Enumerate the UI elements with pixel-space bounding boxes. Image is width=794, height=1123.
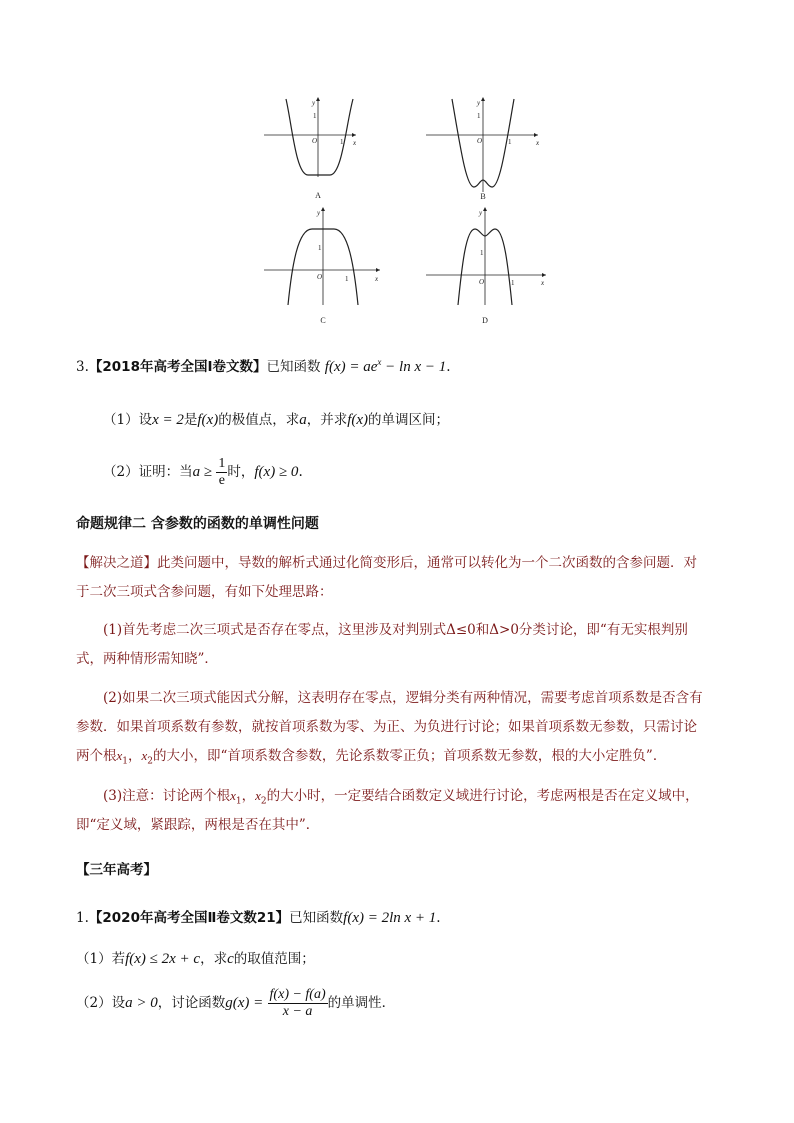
x-axis-arrow xyxy=(376,268,380,272)
graph-b xyxy=(420,95,545,205)
point3-line-2: 即“定义域，紧跟踪，两根是否在其中”． xyxy=(76,817,320,833)
q3-part1: （1）设x = 2是f(x)的极值点，求a，并求f(x)的单调区间； xyxy=(103,412,450,428)
point2-line-2: 参数．如果首项系数有参数，就按首项系数为零、为正、为负进行讨论；如果首项系数无参数，只需讨论 xyxy=(76,719,697,735)
graph-d xyxy=(420,205,550,327)
point1-line-2: 式，两种情形需知晓”． xyxy=(76,651,218,667)
y-label: y xyxy=(317,209,321,217)
graph-caption: D xyxy=(482,316,488,325)
x-label: x xyxy=(541,279,545,287)
rule-title: 命题规律二 含参数的函数的单调性问题 xyxy=(76,516,319,532)
method-line-2: 于二次三项式含参问题，有如下处理思路： xyxy=(76,584,333,600)
graph-a-svg xyxy=(258,95,358,205)
graph-caption: C xyxy=(320,316,326,325)
origin-label: O xyxy=(312,137,318,145)
point1-line-1: (1)首先考虑二次三项式是否存在零点，这里涉及对判别式Δ≤0和Δ>0分类讨论，即“有无实根判别 xyxy=(103,622,688,638)
x-one-label: 1 xyxy=(511,279,515,287)
x-label: x xyxy=(353,139,357,147)
graph-c-svg xyxy=(258,205,383,327)
x-label: x xyxy=(375,275,379,283)
graph-caption: A xyxy=(315,191,321,200)
x-axis-arrow xyxy=(534,133,538,137)
graph-caption: B xyxy=(480,192,486,201)
x-label: x xyxy=(536,139,540,147)
y-axis-arrow xyxy=(316,97,320,101)
y-axis-arrow xyxy=(481,97,485,101)
q1-stem: 1.【2020年高考全国Ⅱ卷文数21】已知函数f(x) = 2ln x + 1. xyxy=(76,910,441,926)
fraction-one-over-e: $\frac{1}{e}$ xyxy=(218,456,226,488)
origin-label: O xyxy=(477,137,483,145)
curve xyxy=(286,99,353,175)
x-one-label: 1 xyxy=(345,275,349,283)
point3-line-1: (3)注意：讨论两个根$x_1$，$x_2$的大小时，一定要结合函数定义域进行讨论，考虑两根是否在定义域中， xyxy=(103,788,699,807)
q1-formula: f(x) = 2ln x + 1 xyxy=(343,910,437,926)
q1-part2: （2）设a > 0，讨论函数g(x) = $\frac{f(x) - f(a)}{x - a}$ 的单调性． xyxy=(76,987,396,1019)
y-label: y xyxy=(312,99,316,107)
point2-line-1: (2)如果二次三项式能因式分解，这表明存在零点，逻辑分类有两种情况，需要考虑首项系数是否含有 xyxy=(103,690,703,706)
graph-b-svg xyxy=(420,95,545,205)
q3-part2: （2）证明：当a ≥ $\frac{1}{e}$ 时，f(x) ≥ 0. xyxy=(103,456,303,488)
q1-part1: （1）若f(x) ≤ 2x + c，求c的取值范围； xyxy=(76,951,315,967)
q3-stem: 3.【2018年高考全国Ⅰ卷文数】已知函数 $f(x) = ae^x - \ln x - 1$. xyxy=(76,357,451,375)
q3-formula: $f(x) = ae^x - \ln x - 1$ xyxy=(324,357,447,375)
q1-source: 【2020年高考全国Ⅱ卷文数21】 xyxy=(88,910,290,926)
y-axis-arrow xyxy=(483,207,487,211)
y-one-label: 1 xyxy=(318,244,322,252)
y-one-label: 1 xyxy=(477,112,481,120)
fraction-g: $\frac{f(x) - f(a)}{x - a}$ xyxy=(269,987,326,1019)
graph-c xyxy=(258,205,383,327)
x-axis-arrow xyxy=(542,273,546,277)
point2-line-3: 两个根$x_1$，$x_2$的大小，即“首项系数含参数，先论系数零正负；首项系数无参数，根的大小定胜负”． xyxy=(76,748,667,767)
y-axis-arrow xyxy=(321,207,325,211)
origin-label: O xyxy=(479,278,485,286)
q3-source: 【2018年高考全国Ⅰ卷文数】 xyxy=(88,359,267,375)
y-label: y xyxy=(477,99,481,107)
graph-d-svg xyxy=(420,205,550,327)
y-label: y xyxy=(479,209,483,217)
method-line-1: 【解决之道】此类问题中，导数的解析式通过化简变形后，通常可以转化为一个二次函数的含参问题．对 xyxy=(76,555,697,571)
y-one-label: 1 xyxy=(313,112,317,120)
x-one-label: 1 xyxy=(340,138,344,146)
x-axis-arrow xyxy=(352,133,356,137)
x-one-label: 1 xyxy=(508,138,512,146)
origin-label: O xyxy=(317,273,323,281)
y-one-label: 1 xyxy=(480,249,484,257)
three-years-title: 【三年高考】 xyxy=(76,862,157,878)
graph-a xyxy=(258,95,358,205)
